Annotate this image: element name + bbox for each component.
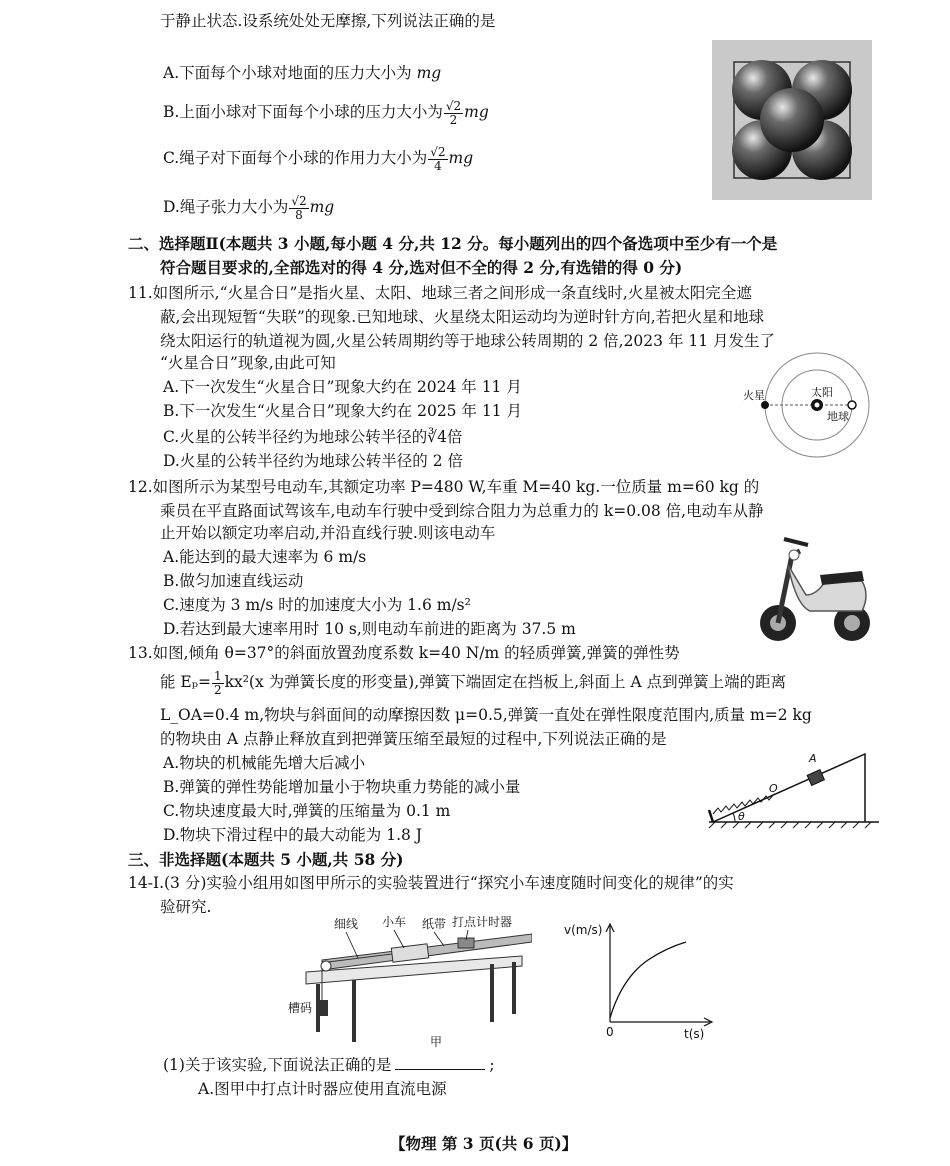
label-weight: 槽码 [288,1001,313,1015]
q12-option-b: B.做匀加速直线运动 [163,572,304,590]
fraction: $\frac{√2}{4}$ [430,145,446,173]
origin-label: 0 [606,1025,614,1039]
section2-line1: 二、选择题Ⅱ(本题共 3 小题,每小题 4 分,共 12 分。每小题列出的四个备选项中至少有一个是 [128,234,778,253]
answer-blank [395,1069,485,1070]
q11-option-d: D.火星的公转半径约为地球公转半径的 2 倍 [163,452,464,470]
label-a: A [809,752,817,765]
label-o: O [769,782,778,795]
page-footer: 【物理 第 3 页(共 6 页)】 [390,1134,578,1153]
q10-option-d: D.绳子张力大小为 $\frac{√2}{8}$ mg [163,194,335,222]
q13-option-d: D.物块下滑过程中的最大动能为 1.8 J [163,826,423,844]
q12-line: 止开始以额定功率启动,并沿直线行驶.则该电动车 [160,524,496,542]
label-timer: 打点计时器 [452,915,513,929]
q13-line1: 13.如图,倾角 θ=37°的斜面放置劲度系数 k=40 N/m 的轻质弹簧,弹簧的弹性势 [128,644,680,662]
earth-icon [848,401,856,409]
q10-option-b: B.上面小球对下面每个小球的压力大小为 $\frac{√2}{2}$ mg [163,99,489,127]
q11-option-b: B.下一次发生“火星合日”现象大约在 2025 年 11 月 [163,402,523,420]
q14-line2: 验研究. [160,898,212,916]
q11-option-c: C.火星的公转半径约为地球公转半径的∛4倍 [163,428,463,446]
weight-icon [316,1000,328,1016]
x-label: t(s) [684,1027,705,1040]
mars-icon [761,401,769,409]
q12-line: 12.如图所示为某型号电动车,其额定功率 P=480 W,车重 M=40 kg.一位质量 m=60 kg 的 [128,478,760,496]
q10-option-c: C.绳子对下面每个小球的作用力大小为 $\frac{√2}{4}$ mg [163,145,474,173]
q13-line3: L_OA=0.4 m,物块与斜面间的动摩擦因数 μ=0.5,弹簧一直处在弹性限度范围内,质量 m=2 kg [160,706,812,724]
q12-line: 乘员在平直路面试驾该车,电动车行驶中受到综合阻力为总重力的 k=0.08 倍,电动车从静 [160,502,764,520]
q13-line2: 能 Eₚ= $\frac{1}{2}$ kx²(x 为弹簧长度的形变量),弹簧下端固定在挡板上,斜面上 A 点到弹簧上端的距离 [160,669,787,697]
q14-line1: 14-Ⅰ.(3 分)实验小组用如图甲所示的实验装置进行“探究小车速度随时间变化的规律”的实 [128,874,734,892]
figure-caption: 甲 [430,1035,443,1049]
scooter-figure [758,525,876,645]
q11-line: 11.如图所示,“火星合日”是指火星、太阳、地球三者之间形成一条直线时,火星被太阳完全遮 [128,284,752,302]
cart-icon [391,944,428,962]
sun-label: 太阳 [811,386,833,399]
q11-line: “火星合日”现象,由此可知 [160,354,336,372]
q14-sub1: (1)关于该实验,下面说法正确的是 ; [163,1056,495,1074]
section3-title: 三、非选择题(本题共 5 小题,共 58 分) [128,850,404,869]
incline-figure [705,748,885,830]
label-cart: 小车 [382,915,407,929]
intro-line: 于静止状态.设系统处处无摩擦,下列说法正确的是 [160,12,496,30]
label-tape: 纸带 [422,917,447,931]
q11-line: 蔽,会出现短暂“失联”的现象.已知地球、火星绕太阳运动均为逆时针方向,若把火星和地球 [160,308,765,326]
q11-line: 绕太阳运行的轨道视为圆,火星公转周期约等于地球公转周期的 2 倍,2023 年 11 月发生了 [160,332,776,350]
orbit-figure [735,350,885,460]
q13-option-a: A.物块的机械能先增大后减小 [163,754,366,772]
fraction: $\frac{1}{2}$ [213,669,222,697]
q10-option-a: A.下面每个小球对地面的压力大小为 mg [163,64,442,82]
q13-option-b: B.弹簧的弹性势能增加量小于物块重力势能的减小量 [163,778,521,796]
stopper [709,810,713,822]
fraction: $\frac{√2}{8}$ [291,194,307,222]
q13-option-c: C.物块速度最大时,弹簧的压缩量为 0.1 m [163,802,451,820]
fraction: $\frac{√2}{2}$ [445,99,462,127]
y-label: v(m/s) [564,923,603,937]
label-string: 细线 [334,917,359,931]
velocity-curve [610,942,686,1018]
label-theta: θ [738,810,745,823]
section2-line2: 符合题目要求的,全部选对的得 4 分,选对但不全的得 2 分,有选错的得 0 分) [160,258,683,277]
handlebar [784,539,808,545]
vt-graph [560,918,720,1040]
balls-figure [712,40,872,200]
q13-line4: 的物块由 A 点静止释放直到把弹簧压缩至最短的过程中,下列说法正确的是 [160,730,667,748]
apparatus-figure [282,914,532,1050]
q11-option-a: A.下一次发生“火星合日”现象大约在 2024 年 11 月 [163,378,522,396]
top-ball-icon [760,88,824,152]
q12-option-c: C.速度为 3 m/s 时的加速度大小为 1.6 m/s² [163,596,471,614]
q12-option-a: A.能达到的最大速率为 6 m/s [163,548,367,566]
block [807,770,824,786]
mars-label: 火星 [743,389,765,402]
earth-label: 地球 [827,410,849,423]
q12-option-d: D.若达到最大速率用时 10 s,则电动车前进的距离为 37.5 m [163,620,576,638]
incline [713,754,865,822]
q14-sub1-option-a: A.图甲中打点计时器应使用直流电源 [198,1080,447,1098]
